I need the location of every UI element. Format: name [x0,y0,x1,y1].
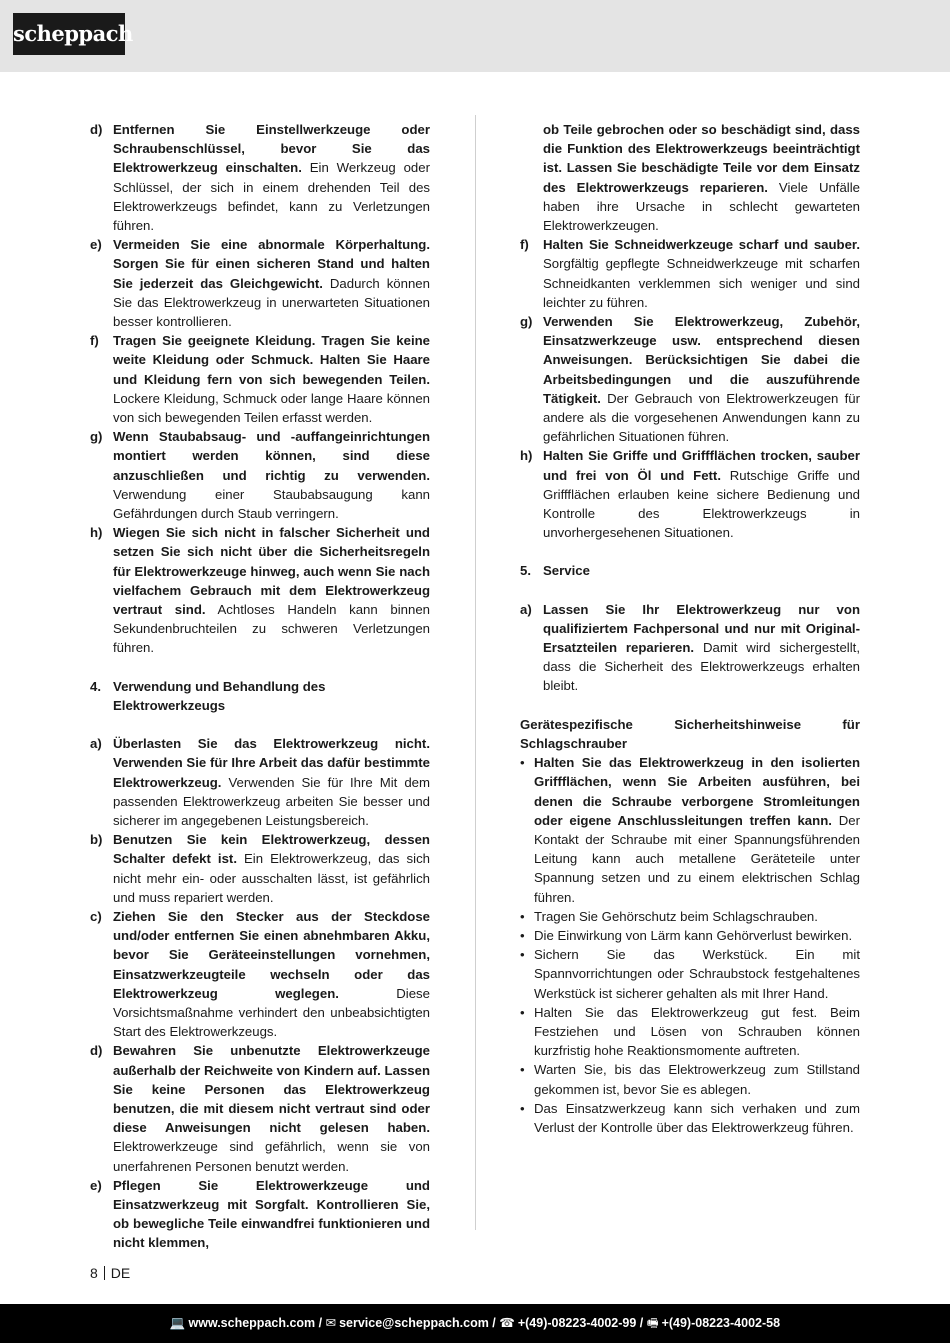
page-number-value: 8 [90,1265,98,1281]
item-label: g) [520,314,533,330]
item-text [113,1041,430,1175]
item-normal-text: Ein Elektrowerkzeug, das sich nicht mehr ein- oder ausschalten lässt, ist gefährlich und muss repariert werden. [113,851,430,905]
bullet-text: Halten Sie das Elektrowerkzeug gut fest. Beim Festziehen und Lösen von Schrauben können kurzfristig hohe Reaktionsmomente auftreten. [534,1004,860,1059]
section-heading-4 [90,677,430,715]
item-bold-text: Benutzen Sie kein Elektrowerkzeug, dessen Schalter defekt ist. [113,832,430,867]
list-item-e [90,235,430,331]
bullet-text: Tragen Sie Gehörschutz beim Schlagschrauben. [534,908,818,924]
fax-icon: 🖷 [646,1316,659,1330]
bullet-mark: • [520,755,525,771]
item-normal-text: Rutschige Griffe und Griffflächen erlauben keine sichere Bedienung und Kontrolle des Elektrowerkzeugs in unvorhergesehenen Situationen. [543,467,860,541]
item-label: e) [90,1177,102,1193]
bullet-item [520,907,860,926]
bullet-mark: • [520,1100,525,1116]
bullet-item [520,1099,860,1137]
item-bold-text: Halten Sie Schneidwerkzeuge scharf und sauber. [543,237,860,253]
footer-separator: / [315,1316,326,1330]
item-text [113,235,430,331]
item-label: g) [90,429,103,445]
list-item-5a [520,600,860,696]
item-normal-text: Verwendung einer Staubabsaugung kann Gefährdungen durch Staub verringern. [113,486,430,522]
phone-number: +(49)-08223-4002-99 [517,1316,637,1330]
item-text [113,331,430,427]
page-footer [0,1304,950,1343]
item-bold-text: Lassen Sie Ihr Elektrowerkzeug nur von qualifiziertem Fachpersonal und nur mit Original-Ersatzteilen reparieren. [543,601,860,656]
list-item-h [520,446,860,542]
list-item-4e [90,1176,430,1253]
section-number: 5. [520,563,531,579]
item-label: d) [90,1043,103,1059]
bullet-text [534,753,860,907]
list-item-4b [90,830,430,907]
item-bold-text: Wiegen Sie sich nicht in falscher Sicherheit und setzen Sie sich nicht über die Sicherheitsregeln für Elektrowerkzeuge hinweg, auch wenn Sie nach vielfachem Gebrauch mit dem Elektrowerkzeug vertraut sind. [113,525,430,618]
item-bold-text: Vermeiden Sie eine abnormale Körperhaltung. Sorgen Sie für einen sicheren Stand und halten Sie jederzeit das Gleichgewicht. [113,237,430,291]
item-label: b) [90,832,103,848]
device-specific-heading: Gerätespezifische Sicherheitshinweise für Schlagschrauber [520,716,860,751]
item-bold-text: Überlasten Sie das Elektrowerkzeug nicht. Verwenden Sie für Ihre Arbeit das dafür bestimmte Elektrowerkzeug. [113,736,430,790]
bullet-mark: • [520,908,525,924]
item-bold-text: Tragen Sie geeignete Kleidung. Tragen Sie keine weite Kleidung oder Schmuck. Halten Sie Haare und Kleidung fern von sich bewegenden Teilen. [113,333,430,387]
item-text [113,1176,430,1253]
footer-separator: / [488,1316,500,1330]
list-item-g [90,427,430,523]
bullet-item [520,1003,860,1061]
item-normal-text: Der Gebrauch von Elektrowerkzeugen für andere als die vorgesehenen Anwendungen kann zu gefährlichen Situationen führen. [543,390,860,445]
section-heading-5 [520,561,860,580]
item-label: f) [90,333,99,349]
column-divider [475,115,476,1230]
item-label: e) [90,237,102,253]
item-normal-text: Verwenden Sie für Ihre Mit dem passenden Elektrowerkzeug arbeiten Sie besser und sicherer im angegebenen Leistungsbereich. [113,774,430,828]
item-text [543,446,860,542]
item-normal-text: Der Kontakt der Schraube mit einer Spannungsführenden Leitung kann auch metallene Geräteteile unter Spannung setzen und zu einem elektrischen Schlag führen. [534,812,860,905]
section-title: Service [543,563,590,579]
item-text [113,830,430,907]
item-bold-text: Halten Sie das Elektrowerkzeug in den isolierten Griffflächen, wenn Sie Arbeiten ausführen, bei denen die Schraube verborgene Stromleitungen oder eigene Anschlussleitungen treffen kann. [534,755,860,828]
item-text [113,523,430,657]
bullet-item [520,926,860,945]
item-bold-text: Pflegen Sie Elektrowerkzeuge und Einsatzwerkzeug mit Sorgfalt. Kontrollieren Sie, ob bewegliche Teile einwandfrei funktionieren und nicht klemmen, [113,1177,430,1251]
item-text [543,312,860,446]
section-number: 4. [90,678,101,694]
page-header [0,0,950,72]
bullet-text: Das Einsatzwerkzeug kann sich verhaken und zum Verlust der Kontrolle über das Elektrowerkzeug führen. [534,1100,860,1135]
bullet-mark: • [520,927,525,943]
section-title: Verwendung und Behandlung des Elektrowerkzeugs [113,678,326,713]
email-link[interactable]: service@scheppach.com [339,1316,489,1330]
item-bold-text: Bewahren Sie unbenutzte Elektrowerkzeuge außerhalb der Reichweite von Kindern auf. Lassen Sie keine Personen das Elektrowerkzeug benutzen, die mit diesem nicht vertraut sind oder diese Anweisungen nicht gelesen haben. [113,1043,430,1136]
item-label: h) [520,448,533,464]
list-item-h [90,523,430,657]
item-normal-text: Elektrowerkzeuge sind gefährlich, wenn sie von unerfahrenen Personen benutzt werden. [113,1139,430,1174]
list-item-4d [90,1041,430,1175]
bullet-text: Sichern Sie das Werkstück. Ein mit Spannvorrichtungen oder Schraubstock festgehaltenes Werkstück ist sicherer gehalten als mit Ihrer Hand. [534,947,860,1001]
left-column [90,120,430,1253]
item-label: a) [520,601,532,617]
item-bold-text: ob Teile gebrochen oder so beschädigt sind, dass die Funktion des Elektrowerkzeugs beeinträchtigt ist. Lassen Sie beschädigte Teile vor dem Einsatz des Elektrowerkzeugs reparieren. [543,122,860,195]
item-text [543,235,860,312]
mail-icon: ✉ [325,1316,337,1330]
bullet-text: Die Einwirkung von Lärm kann Gehörverlust bewirken. [534,927,853,943]
list-item-4c [90,907,430,1041]
item-bold-text: Entfernen Sie Einstellwerkzeuge oder Schraubenschlüssel, bevor Sie das Elektrowerkzeug einschalten. [113,122,430,176]
item-bold-text: Wenn Staubabsaug- und -auffangeinrichtungen montiert werden können, sind diese anzuschließen und richtig zu verwenden. [113,429,430,483]
bullet-text: Warten Sie, bis das Elektrowerkzeug zum Stillstand gekommen ist, bevor Sie es ablegen. [534,1062,860,1097]
item-label: c) [90,908,102,924]
page-number-separator [104,1266,105,1280]
page-number [90,1265,130,1281]
item-label: a) [90,736,102,752]
item-bold-text: Halten Sie Griffe und Griffflächen trocken, sauber und frei von Öl und Fett. [543,448,860,483]
item-normal-text: Sorgfältig gepflegte Schneidwerkzeuge mit scharfen Schneidkanten verklemmen sich weniger und sind leichter zu führen. [543,256,860,310]
item-text [113,427,430,523]
list-item-d [90,120,430,235]
list-item-continuation [520,120,860,235]
item-normal-text: Damit wird sichergestellt, dass die Sicherheit des Elektrowerkzeugs erhalten bleibt. [543,640,860,694]
website-link[interactable]: www.scheppach.com [188,1316,316,1330]
fax-number: +(49)-08223-4002-58 [661,1316,781,1330]
item-label: f) [520,237,529,253]
item-bold-text: Ziehen Sie den Stecker aus der Steckdose und/oder entfernen Sie einen abnehmbaren Akku, bevor Sie Geräteeinstellungen vornehmen, Einsatzwerkzeugteile wechseln oder das Elektrowerkzeug weglegen. [113,908,430,1001]
list-item-f [520,235,860,312]
bullet-mark: • [520,1004,525,1020]
item-bold-text: Verwenden Sie Elektrowerkzeug, Zubehör, Einsatzwerkzeuge usw. entsprechend diesen Anweisungen. Berücksichtigen Sie dabei die Arbeitsbedingungen und die auszuführende Tätigkeit. [543,314,860,406]
list-item-4a [90,734,430,830]
item-normal-text: Lockere Kleidung, Schmuck oder lange Haare können von sich bewegenden Teilen erfasst werden. [113,390,430,426]
bullet-item [520,945,860,1003]
bullet-mark: • [520,947,525,963]
item-normal-text: Dadurch können Sie das Elektrowerkzeug in unerwarteten Situationen besser kontrollieren. [113,275,430,330]
item-label: h) [90,525,103,541]
page-language: DE [110,1265,131,1281]
item-text [113,734,430,830]
item-normal-text: Ein Werkzeug oder Schlüssel, der sich in einem drehenden Teil des Elektrowerkzeugs befindet, kann zu Verletzungen führen. [113,160,430,234]
item-text [113,120,430,235]
item-text [113,907,430,1041]
item-normal-text: Viele Unfälle haben ihre Ursache in schlecht gewarteten Elektrowerkzeugen. [543,179,860,234]
phone-icon: ☎ [499,1316,515,1330]
item-label: d) [90,122,103,137]
list-item-g [520,312,860,446]
scheppach-logo: scheppach [13,13,125,55]
item-text [543,600,860,696]
bullet-item [520,1060,860,1098]
computer-icon: 💻 [169,1316,186,1330]
item-normal-text: Diese Vorsichtsmaßnahme verhindert den unbeabsichtigten Start des Elektrowerkzeugs. [113,985,430,1040]
list-item-f [90,331,430,427]
bullet-mark: • [520,1062,525,1078]
item-normal-text: Achtloses Handeln kann binnen Sekundenbruchteilen zu schweren Verletzungen führen. [113,602,430,656]
bullet-item [520,753,860,907]
right-column [520,120,860,1137]
footer-separator: / [636,1316,647,1330]
